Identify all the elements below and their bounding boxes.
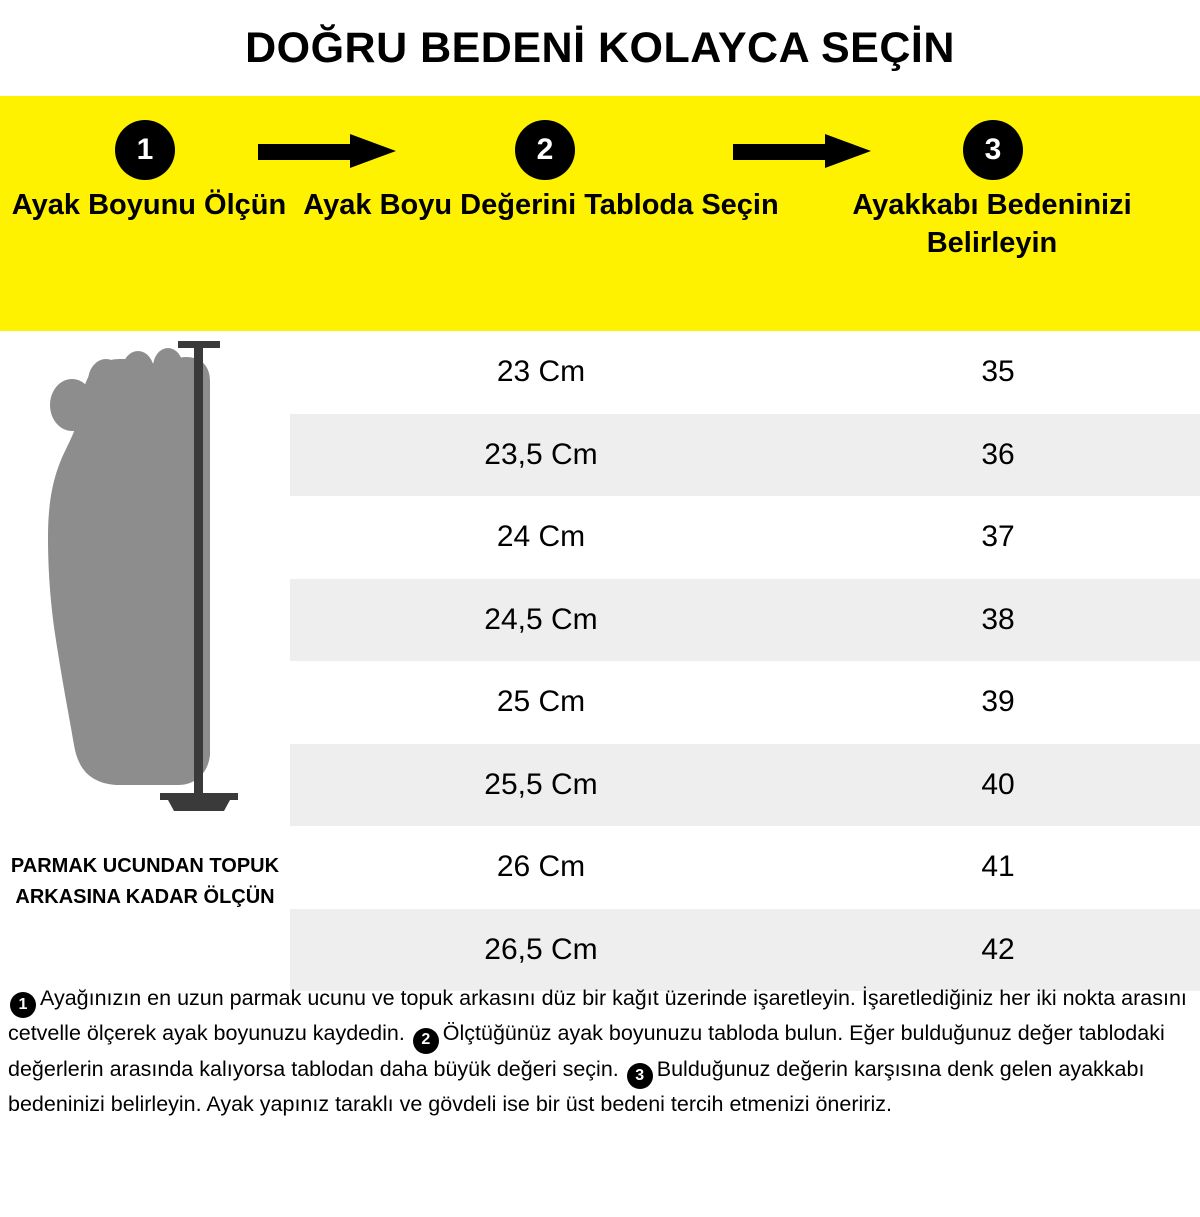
size-table-area <box>0 331 1200 977</box>
cell-shoe-size: 41 <box>792 826 1200 909</box>
cell-foot-length: 24,5 Cm <box>290 579 792 662</box>
step-badge-3: 3 <box>963 120 1023 180</box>
table-row <box>290 826 1200 909</box>
step-label-1: Ayak Boyunu Ölçün <box>11 189 287 221</box>
cell-foot-length: 23 Cm <box>290 331 792 414</box>
arrow-right-icon-2 <box>733 138 873 164</box>
cell-shoe-size: 35 <box>792 331 1200 414</box>
instruction-text-3: Bulduğunuz değerin karşısına denk gelen ayakkabı bedeninizi belirleyin. Ayak yapınız taraklı ve gövdeli ise bir üst bedeni tercih etmenizi öneririz. <box>8 1056 1145 1117</box>
table-row <box>290 414 1200 497</box>
steps-labels-row <box>0 182 1200 322</box>
size-table <box>290 331 1200 991</box>
cell-shoe-size: 37 <box>792 496 1200 579</box>
steps-band <box>0 96 1200 331</box>
step-badge-1: 1 <box>115 120 175 180</box>
instructions-paragraph <box>0 977 1200 1120</box>
instruction-badge-3: 3 <box>627 1063 653 1089</box>
foot-measure-icon <box>28 341 264 831</box>
instruction-text-1: Ayağınızın en uzun parmak ucunu ve topuk arkasını düz bir kağıt üzerinde işaretleyin. İşaretlediğiniz her iki nokta arasını cetvelle ölçerek ayak boyunuzu kaydedin. <box>8 986 1187 1046</box>
foot-illustration-column <box>0 331 290 977</box>
cell-foot-length: 25,5 Cm <box>290 744 792 827</box>
cell-shoe-size: 38 <box>792 579 1200 662</box>
step-label-2: Ayak Boyu Değerini Tabloda Seçin <box>303 189 779 221</box>
table-row <box>290 496 1200 579</box>
cell-foot-length: 26 Cm <box>290 826 792 909</box>
cell-shoe-size: 39 <box>792 661 1200 744</box>
bottom-rule <box>0 1116 1200 1120</box>
instruction-badge-1: 1 <box>10 992 36 1018</box>
table-row <box>290 331 1200 414</box>
instruction-text-2: Ölçtüğünüz ayak boyunuzu tabloda bulun. Eğer bulduğunuz değer tablodaki değerlerin arasında kalıyorsa tablodan daha büyük değeri seçin. <box>8 1021 1165 1081</box>
page-title-bar <box>0 0 1200 96</box>
cell-foot-length: 26,5 Cm <box>290 909 792 992</box>
cell-shoe-size: 36 <box>792 414 1200 497</box>
instruction-badge-2: 2 <box>413 1028 439 1054</box>
page-title: DOĞRU BEDENİ KOLAYCA SEÇİN <box>245 23 955 72</box>
steps-badges-row <box>0 96 1200 182</box>
cell-shoe-size: 40 <box>792 744 1200 827</box>
step-badge-2: 2 <box>515 120 575 180</box>
cell-foot-length: 25 Cm <box>290 661 792 744</box>
cell-foot-length: 23,5 Cm <box>290 414 792 497</box>
cell-shoe-size: 42 <box>792 909 1200 992</box>
step-label-3: Ayakkabı Bedeninizi Belirleyin <box>852 189 1132 260</box>
cell-foot-length: 24 Cm <box>290 496 792 579</box>
table-row <box>290 744 1200 827</box>
foot-caption: PARMAK UCUNDAN TOPUK ARKASINA KADAR ÖLÇÜN <box>10 855 280 908</box>
table-row <box>290 661 1200 744</box>
table-row <box>290 579 1200 662</box>
arrow-right-icon-1 <box>258 138 398 164</box>
